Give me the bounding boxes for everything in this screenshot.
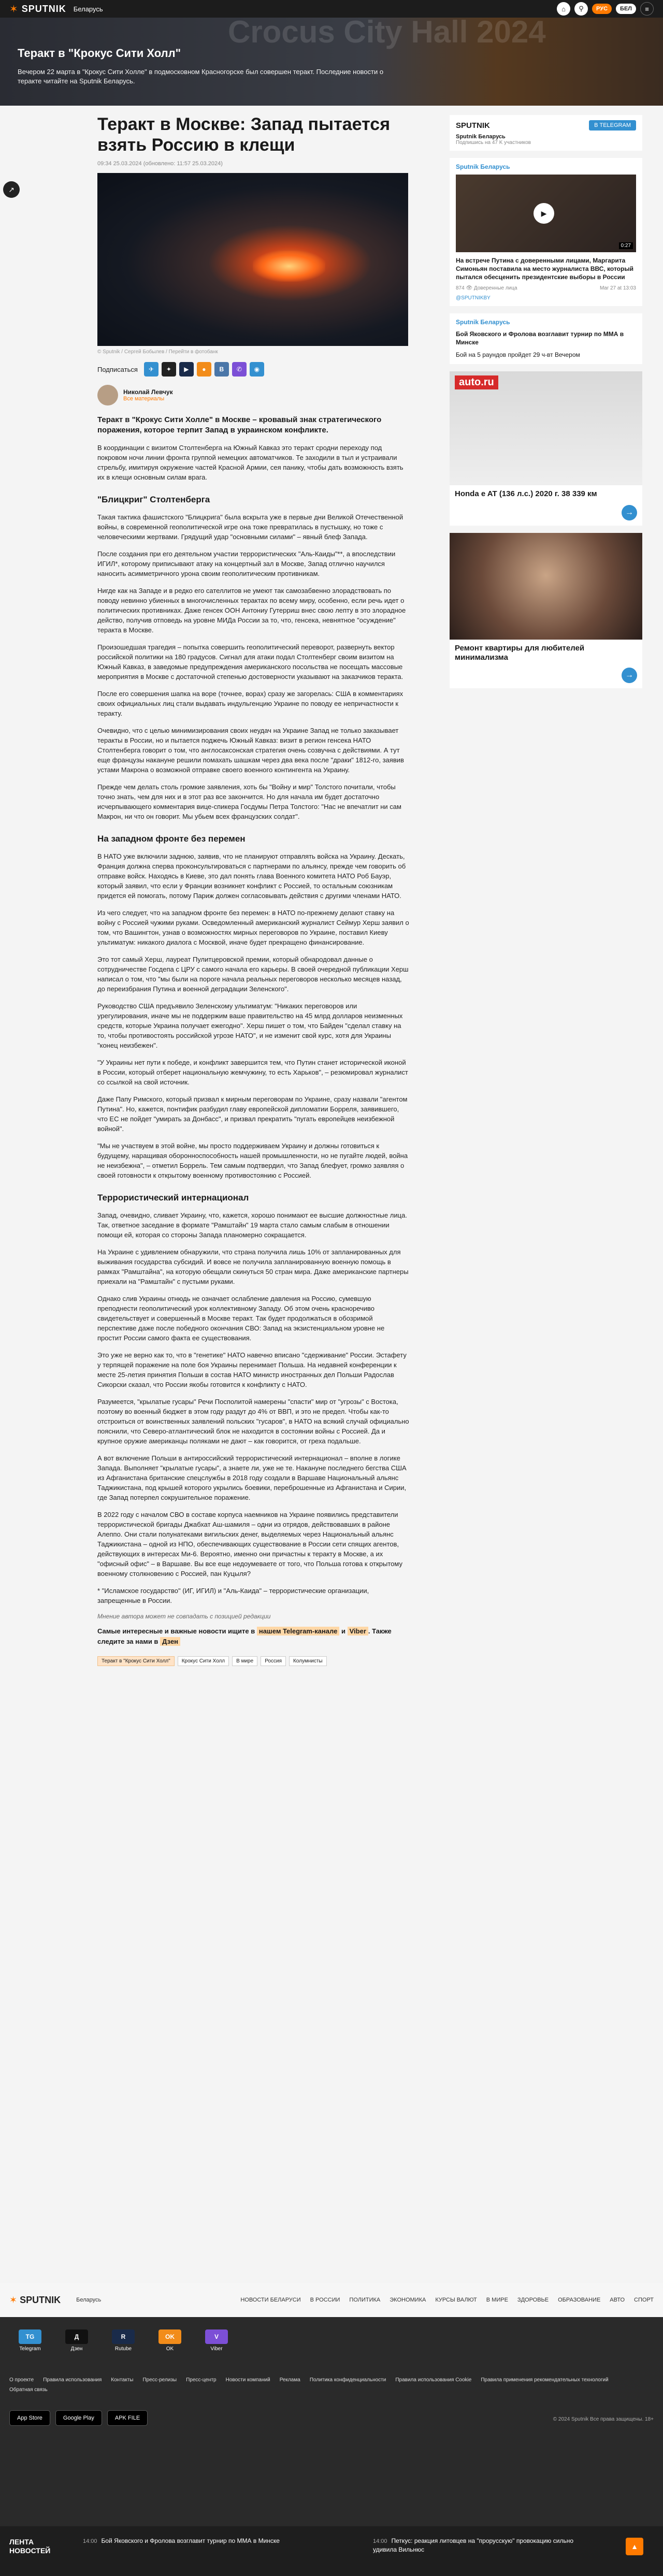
channel-handle[interactable]: @SPUTNIKBY (456, 295, 491, 301)
telegram-subscribe-button[interactable]: В TELEGRAM (589, 120, 636, 131)
footer-nav (0, 2283, 663, 2317)
footer-nav-item[interactable]: НОВОСТИ БЕЛАРУСИ (240, 2297, 301, 2303)
channel-name: Sputnik Беларусь (456, 134, 506, 140)
viber-icon[interactable]: ✆ (232, 362, 247, 377)
viber-icon: V (205, 2329, 228, 2344)
telegram-post-widget[interactable] (450, 158, 642, 306)
tag[interactable]: В мире (232, 1656, 257, 1666)
footer-nav-item[interactable]: СПОРТ (634, 2297, 654, 2303)
tag[interactable]: Теракт в "Крокус Сити Холл" (97, 1656, 175, 1666)
telegram-icon[interactable]: ✈ (144, 362, 158, 377)
author-all-materials[interactable]: Все материалы (123, 396, 165, 402)
sidebar-logo: SPUTNIK (456, 121, 490, 130)
footer-social-viber[interactable]: V Viber (196, 2329, 237, 2352)
author-name[interactable]: Николай Левчук (123, 388, 173, 396)
paragraph: Даже Папу Римского, который призвал к мирным переговорам по Украине, сразу назвали "агентом Путина". Но, кажется, понтифик разбудил главу европейской дипломатии Борреля, заявившего, что ЕС не пойдет "умирать за Донбасс", и призвал прекратить "пугать европейцев неизбежной войной". (97, 1095, 408, 1133)
logo-star-icon: ✶ (9, 3, 19, 15)
tag-list (97, 1656, 410, 1666)
paragraph: "Мы не участвуем в этой войне, мы просто поддерживаем Украину и должны готовиться к будущему, наращивая оборонноспособность нашей промышленности, но не пугайте людей, война не неизбежна", – отметил Боррель. Тем самым подтвердил, что Запад блефует, громко заявляя о своей готовности к открытому военному противостоянию с Россией. (97, 1142, 408, 1179)
ad-title[interactable]: Honda e AT (136 л.с.) 2020 г. 38 339 км (455, 489, 597, 498)
play-icon[interactable]: ▶ (534, 203, 554, 224)
paragraph: "У Украины нет пути к победе, и конфликт завершится тем, что Путин станет исторической иконой в России, который отберет национальную жемчужину, то есть Харьков", – резюмировал журналист со ссылкой на свой источник. (97, 1059, 408, 1086)
telegram-promo[interactable] (450, 115, 642, 151)
footer-nav-item[interactable]: АВТО (610, 2297, 625, 2303)
ticker-label[interactable]: ЛЕНТА НОВОСТЕЙ (9, 2538, 51, 2555)
ad-title[interactable]: Ремонт квартиры для любителей минимализма (455, 644, 585, 662)
footer-region[interactable]: Беларусь (76, 2297, 102, 2303)
tag[interactable]: Крокус Сити Холл (178, 1656, 229, 1666)
lang-rus[interactable]: РУС (592, 4, 612, 14)
scroll-up-icon[interactable]: ▲ (626, 2538, 643, 2555)
rutube-icon[interactable]: ▶ (179, 362, 194, 377)
dzen-icon: Д (65, 2329, 88, 2344)
paragraph: Очевидно, что с целью минимизирования своих неудач на Украине Запад не только заказывает теракты в России, но и пытается поджечь Южный Кавказ: визит в регион генсека НАТО Столтенберга говорит о том, что англосаксонская стратегия очень созвучна с действиями. А тут еще французы накануне решили помахать шашкам через два века после "драки" 1812-го, заявив устами Макрона о возможной отправке своего военного контингента на Украину. (97, 727, 404, 774)
dzen-icon[interactable]: ✦ (162, 362, 176, 377)
footer-social-telegram[interactable]: TG Telegram (9, 2329, 51, 2352)
widget-title[interactable]: Sputnik Беларусь (456, 319, 510, 326)
arrow-right-icon[interactable]: → (622, 505, 637, 520)
footer-link[interactable]: Реклама (279, 2377, 300, 2383)
ad-brand: auto.ru (455, 375, 498, 389)
paragraph: В координации с визитом Столтенберга на Южный Кавказ это теракт сродни переходу под покровом ночи линии фронта группой немецких автоматчиков. Те заходили в тыл и устраивали стрельбу, имитируя окружение частей Красной Армии, сея панику, чтобы дать возможность взять их в клещи основным силам врага. (97, 444, 403, 481)
footer-link[interactable]: Обратная связь (9, 2387, 48, 2393)
footer-social-rutube[interactable]: R Rutube (103, 2329, 144, 2352)
top-bar (0, 0, 663, 18)
video-duration: 0:27 (619, 242, 633, 249)
tag[interactable]: Россия (261, 1656, 286, 1666)
share-fab-icon[interactable]: ↗ (3, 181, 20, 198)
paragraph: Руководство США предъявило Зеленскому ультиматум: "Никаких переговоров или урегулирования, иначе мы не поддержим ваше правительство на 45 млрд долларов неизменных средств, которые Украина получает ежегодно". Херш пишет о том, что Байден "сделал ставку на то, чтобы противостоять российской угрозе НАТО", и не изменит свой курс, хотя для Украины "конец неизбежен". (97, 1002, 403, 1049)
max-icon[interactable]: ◉ (250, 362, 264, 377)
footer-link[interactable]: Политика конфиденциальности (309, 2377, 386, 2383)
ticker-item[interactable]: 14:00 Петкус: реакция литовцев на "прорусскую" провокацию сильно удивила Вильнюс (373, 2537, 573, 2553)
footer-link[interactable]: Пресс-центр (186, 2377, 217, 2383)
hero-banner[interactable] (0, 18, 663, 106)
sidebar (450, 115, 642, 696)
section-heading: Террористический интернационал (97, 1193, 249, 1203)
paragraph: Из чего следует, что на западном фронте без перемен: в НАТО по-прежнему делают ставку на войну с Россией чужими руками. Осведомленный американский журналист Сеймур Херш заявил о том, что Вашингтон, узнав о возможностях мирных переговоров по Украине, поставил Киеву ультиматум: никакого диалога с Москвой, иначе будет прекращено финансирование. (97, 909, 409, 946)
footer-nav-item[interactable]: ЗДОРОВЬЕ (517, 2297, 549, 2303)
paragraph: Прежде чем делать столь громкие заявления, хоть бы "Войну и мир" Толстого почитали, чтобы точно знать, чем для них и в этот раз все закончится. Но для начала им будет достаточно исчерпывающего комментария вице-спикера Госдумы Петра Толстого: "Нас не впечатлит ни сам Макрон, ни что он говорит. Мы убьем всех французских солдат". (97, 783, 401, 820)
footer-logo[interactable]: ✶ SPUTNIK (9, 2294, 61, 2305)
search-icon[interactable]: ⚲ (574, 2, 588, 16)
avatar[interactable] (97, 385, 118, 406)
paragraph: * "Исламское государство" (ИГ, ИГИЛ) и "Аль-Каида" – террористические организации, запрещенные в России. (97, 1587, 369, 1604)
footer-link[interactable]: Правила использования Cookie (395, 2377, 472, 2383)
paragraph: В НАТО уже включили заднюю, заявив, что не планируют отправлять войска на Украину. Дескать, Франция должна сперва проконсультироваться с партнерами по альянсу, прежде чем говорить об отправке войск. Находясь в Киеве, это дал понять глава Военного комитета НАТО Роб Бауэр, который заявил, что если у Франции возникнет конфликт с Россией, то остальным союзникам придется ей помогать, потому Париж должен согласовывать действия с другими членами НАТО. (97, 852, 406, 900)
telegram-link[interactable]: нашем Telegram-канале (257, 1627, 340, 1636)
widget-post-text: На встрече Путина с доверенными лицами, Маргарита Симоньян поставила на место журналиста ВВС, который пытался обесценить президентские выборы в России (456, 257, 633, 281)
paragraph: Разумеется, "крылатые гусары" Речи Посполитой намерены "спасти" мир от "угрозы" с Востока, поэтому во военный бюджет в этом году раздут до 4% от ВВП, и это не предел. Чтобы как-то отстроиться от воинственных заявлений польских "гусаров", в НАТО на всякий случай официально пояснили, что Северо-атлантический блок не находится в состоянии войны с Россией. Да и крупное оружие американцы поляками не дают – как говорится, от греха подальше. (97, 1398, 409, 1445)
apk-file-badge[interactable]: APK FILE (107, 2410, 148, 2426)
hero-text: Вечером 22 марта в "Крокус Сити Холле" в подмосковном Красногорске был совершен теракт. Последние новости о теракте читайте на Sputnik Беларусь. (18, 68, 384, 85)
news-ticker (0, 2526, 663, 2576)
paragraph: Такая тактика фашистского "Блицкрига" была вскрыта уже в первые дни Великой Отечественной войны, в современной геополитической игре она тоже превратилась в пустышку, но тоже с человеческими жертвами. Грядущий удар "основными силами" – явный блеф Запада. (97, 513, 403, 541)
ad-block-2[interactable] (450, 533, 642, 688)
region-label[interactable]: Беларусь (73, 5, 103, 13)
footer-social (9, 2329, 237, 2352)
footer-links (9, 2377, 654, 2393)
paragraph: Запад, очевидно, сливает Украину, что, кажется, хорошо понимают ее высшие должностные лица. Так, ответное заседание в формате "Рамштайн" 19 марта стало самым слабым в отношении помощи ей, которая со стороны Запада планомерно сокращается. (97, 1211, 407, 1239)
footer-link[interactable]: О проекте (9, 2377, 34, 2383)
footer-nav-item[interactable]: В МИРЕ (486, 2297, 508, 2303)
ok-icon: OK (158, 2329, 181, 2344)
hero-title[interactable]: Теракт в "Крокус Сити Холл" (18, 47, 181, 60)
video-thumbnail[interactable] (456, 175, 636, 252)
article (97, 114, 410, 1666)
paragraph: После создания при его деятельном участии террористических "Аль-Каиды"**, а впоследствии ИГИЛ*, которому приписывают атаку на концертный зал в Москве, Запад отлично научился наносить асимметричного урона своим геополитическим противникам. (97, 550, 396, 577)
tag[interactable]: Колумнисты (289, 1656, 327, 1666)
footer (0, 2283, 663, 2526)
widget-post-text: Бой Яковского и Фролова возглавит турнир по ММА в Минске (456, 330, 624, 346)
editorial-note: Мнение автора может не совпадать с позицией редакции (97, 1613, 271, 1620)
lang-bel[interactable]: БЕЛ (616, 4, 636, 14)
footer-nav-item[interactable]: КУРСЫ ВАЛЮТ (435, 2297, 477, 2303)
widget-title[interactable]: Sputnik Беларусь (456, 163, 510, 170)
arrow-right-icon[interactable]: → (622, 668, 637, 683)
app-store-badge[interactable]: App Store (9, 2410, 50, 2426)
site-logo[interactable]: ✶ SPUTNIK (9, 3, 66, 15)
article-title: Теракт в Москве: Запад пытается взять Россию в клещи (97, 114, 391, 155)
paragraph: После его совершения шапка на воре (точнее, ворах) сразу же загорелась: США в комментариях своих официальных лиц стали выдавать индульгенцию Украине по поводу ее непричастности к теракту. (97, 690, 403, 717)
footer-link[interactable]: Пресс-релизы (142, 2377, 177, 2383)
widget-post-text: Бой на 5 раундов пройдет 29 ч-вт Вечером (456, 351, 580, 358)
paragraph: В 2022 году с началом СВО в составе корпуса наемников на Украине появились представители террористической бригады Джабхат Аш-шамиля – одни из отрядов, действовавших в районе Алеппо. Они стали полунатеками вигильских денег, выделяемых через Национальный альянс Таджикистана – одной из НПО, обеспечивающих существование в России сети спящих агентов, действующих в интересах Ми-6. Вероятно, именно они причастны к теракту в Москве, а их "офисный офис" – в Варшаве. Вы все еще недоумеваете от того, что Польша готова к открытому военному столкновению с Россией, пан Куцыля? (97, 1511, 402, 1578)
footer-link[interactable]: Правила использования (43, 2377, 102, 2383)
footer-link[interactable]: Новости компаний (225, 2377, 270, 2383)
follow-line: Самые интересные и важные новости ищите в нашем Telegram-канале и Viber . Также следите за нами в Дзен (97, 1627, 392, 1645)
telegram-icon: TG (19, 2329, 41, 2344)
paragraph: Однако слив Украины отнюдь не означает ослабление давления на Россию, сумевшую преподнести геополитический урок коллективному Западу. Об этом очень красноречиво свидетельствует и совершенный в Москве теракт. Так будет продолжаться в обозримой перспективе даже после победного окончания СВО: Запад на экзистенциальном уровне не простит России самого факта ее существования. (97, 1295, 385, 1342)
ad-image[interactable] (450, 533, 642, 640)
widget-meta: 874 👁 Доверенные лица Mar 27 at 13:03 (456, 285, 636, 291)
paragraph: Нигде как на Западе и в редко его сателлитов не умеют так самозабвенно злорадствовать по поводу невинно убиенных в многочисленных терактах по всему миру, особенно, если речь идет о политических противниках. Даже генсек ООН Антониу Гутерриш внес свою лепту в это злорадное действо, получив отповедь на уровне МИДа России за то, что, генсека, невнятное "осуждение" теракта в Москве. (97, 587, 406, 634)
telegram-post-widget-2[interactable] (450, 313, 642, 364)
hero-background-text: Crocus City Hall 2024 (228, 18, 546, 49)
article-photo[interactable] (97, 173, 408, 346)
paragraph: Это уже не верно как то, что в "генетике" НАТО навечно вписано "сдерживание" России. Эстафету у терпящей поражение на поле боя Украины перенимает Польша. На недавней конференции к месте 25-летия принятия Польши в состав НАТО министр иностранных дел Польши Радослав Сикорски сказал, что России якобы готовится к конфликту с НАТО. (97, 1351, 407, 1388)
google-play-badge[interactable]: Google Play (55, 2410, 102, 2426)
footer-nav-item[interactable]: ПОЛИТИКА (349, 2297, 381, 2303)
footer-nav-item[interactable]: ОБРАЗОВАНИЕ (558, 2297, 601, 2303)
footer-nav-item[interactable]: В РОССИИ (310, 2297, 340, 2303)
subscribe-label: Подписаться (97, 365, 138, 373)
paragraph: Произошедшая трагедия – попытка совершить геополитический переворот, развернуть вектор российской политики на 180 градусов. Сигнал для атаки подал Столтенберг своим визитом на Южный Кавказ, в заведомые предупреждения американского посольства не посещать массовые мероприятия в Москве с достаточной степенью достоверности указывают на заказчиков теракта. (97, 643, 403, 681)
channel-subscribers: Подпишись на 47 K участников (456, 140, 531, 146)
article-body (97, 443, 410, 1605)
subscribe-row (97, 362, 410, 377)
ok-icon[interactable]: ● (197, 362, 211, 377)
author-block[interactable] (97, 385, 410, 406)
photo-credit[interactable]: © Sputnik / Сергей Бобылев / Перейти в фотобанк (97, 349, 218, 355)
dzen-link[interactable]: Дзен (160, 1637, 180, 1646)
paragraph: Это тот самый Херш, лауреат Пулитцеровской премии, который обнародовал данные о сотрудничестве Госдепа с ЦРУ с самого начала его карьеры. В своей очередной публикации Херш написал о том, что "мы были на пороге начала реальных переговоров несколько месяцев назад, до переизбрания Путина и военной деградации Зеленского". (97, 956, 409, 993)
app-badges (9, 2410, 148, 2426)
menu-icon[interactable]: ≡ (640, 2, 654, 16)
footer-nav-item[interactable]: ЭКОНОМИКА (390, 2297, 426, 2303)
viber-link[interactable]: Viber (348, 1627, 368, 1636)
footer-link[interactable]: Контакты (111, 2377, 134, 2383)
fire-image (253, 251, 325, 282)
paragraph: А вот включение Польши в антироссийский террористический интернационал – вполне в логике Запада. Выполняет "крылатые гусары", а знаете ли, уже не те. Накануне последнего бегства США из Афганистана британские спецслужбы в 2018 году создали в Варшаве Национальный альянс Таджикистана, под крышей которого укрылись боевики, переброшенные из Афганистана и Сирии, где Запад потерпел сокрушительное поражение. (97, 1454, 407, 1501)
footer-link[interactable]: Правила применения рекомендательных технологий (481, 2377, 609, 2383)
footer-social-ok[interactable]: OK OK (149, 2329, 191, 2352)
ad-block[interactable] (450, 371, 642, 526)
home-icon[interactable]: ⌂ (557, 2, 570, 16)
copyright: © 2024 Sputnik Все права защищены. 18+ (553, 2416, 654, 2422)
article-lead: Теракт в "Крокус Сити Холле" в Москве – кровавый знак стратегического поражения, которое терпит Запад в украинском конфликте. (97, 415, 382, 435)
ticker-item[interactable]: 14:00 Бой Яковского и Фролова возглавит турнир по ММА в Минске (83, 2537, 280, 2544)
article-date: 09:34 25.03.2024 (обновлено: 11:57 25.03.2024) (97, 161, 223, 167)
vk-icon[interactable]: В (214, 362, 229, 377)
footer-social-dzen[interactable]: Д Дзен (56, 2329, 97, 2352)
ad-image[interactable] (450, 371, 642, 485)
paragraph: На Украине с удивлением обнаружили, что страна получила лишь 10% от запланированных для выживания государства субсидий. И вовсе не получила запланированную военную помощь в рамках "Рамштайна", на которую обещали скинуться 50 стран мира. Даже американские партнеры приехали на "Рамштайн" с пустыми руками. (97, 1248, 409, 1285)
section-heading: На западном фронте без перемен (97, 834, 246, 844)
rutube-icon: R (112, 2329, 135, 2344)
section-heading: "Блицкриг" Столтенберга (97, 495, 210, 504)
